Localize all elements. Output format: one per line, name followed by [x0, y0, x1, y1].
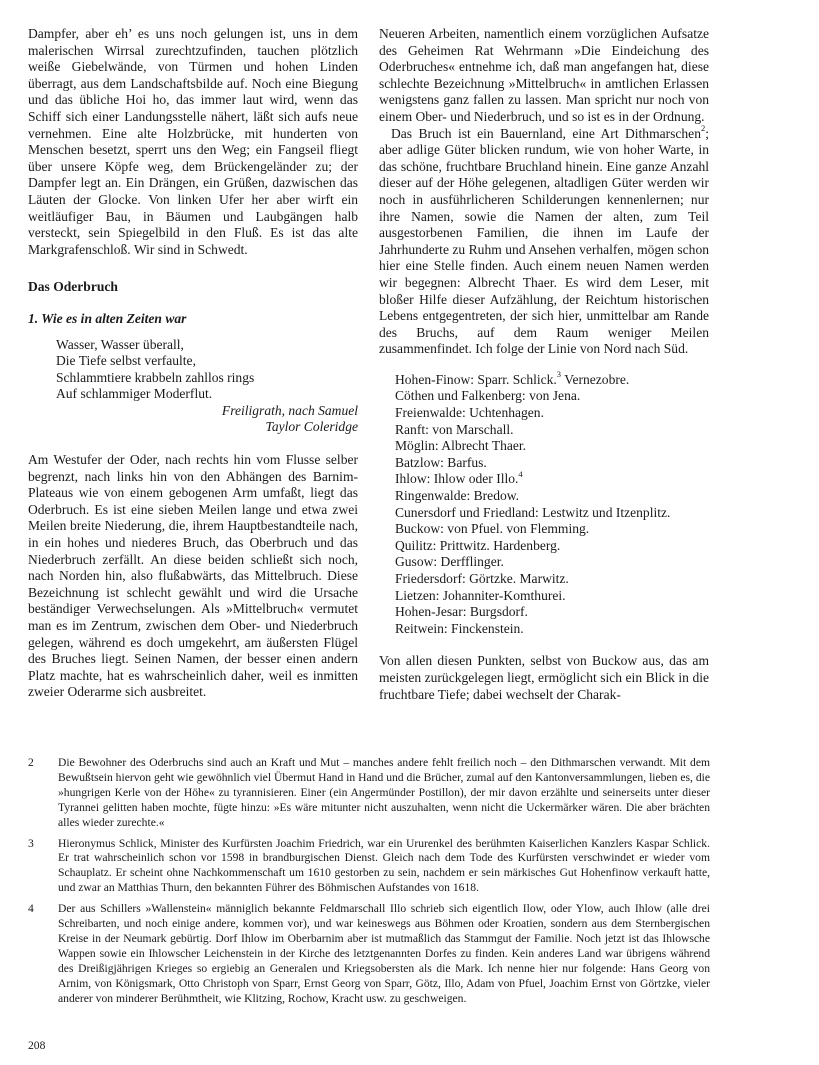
right-column [379, 26, 709, 703]
body-paragraph: Dampfer, aber eh’ es uns noch gelungen ist, uns in dem malerischen Wirrsal zurechtzufinden, tauchen plötzlich weiße Giebelwände, von Türmen und hohen Linden überragt, aus dem Landschaftsbilde auf. Noch eine Biegung und das übliche Hoi ho, das immer laut wird, wenn das Schiff sich einer Landungsstelle nähert, läßt sich aufs neue vernehmen. Eine alte Holzbrücke, mit hunderten von Menschen besetzt, sperrt uns den Weg; ein Fangseil fliegt über unsere Köpfe weg, dem Brückengeländer zu; der Dampfer legt an. Ein Drängen, ein Grüßen, dazwischen das Läuten der Glocke. Von linken Ufer her aber wirft ein weitläufiger Bau, in Bäumen und Laubgängen halb versteckt, sein Spiegelbild in den Fluß. Es ist das alte Markgrafenschloß. Wir sind in Schwedt. [28, 26, 358, 257]
estate-item: Quilitz: Prittwitz. Hardenberg. [395, 537, 561, 553]
footnote-reference[interactable]: 3 [556, 369, 562, 380]
footnote-number: 4 [28, 902, 34, 916]
footnote-reference[interactable]: 4 [518, 468, 523, 479]
estate-item [395, 369, 709, 389]
left-column [28, 26, 358, 701]
estate-item: Ranft: von Marschall. [395, 421, 514, 437]
footnotes [28, 756, 710, 1013]
poem-line: Schlammtiere krabbeln zahllos rings [56, 369, 255, 385]
estate-item: Buckow: von Pfuel. von Flemming. [395, 521, 590, 537]
estate-item: Friedersdorf: Görtzke. Marwitz. [395, 571, 569, 586]
poem-line: Die Tiefe selbst verfaulte, [56, 353, 196, 369]
estate-item: Lietzen: Johanniter-Komthurei. [395, 587, 566, 603]
body-paragraph [379, 123, 709, 358]
footnote-number: 2 [28, 756, 34, 769]
section-heading: Das Oderbruch [28, 279, 118, 295]
estate-item: Ringenwalde: Bredow. [395, 488, 520, 504]
estate-item [395, 468, 709, 488]
body-paragraph: Am Westufer der Oder, nach rechts hin vom Flusse selber begrenzt, nach links hin von den Abhängen des Barnim-Plateaus wie von einem gebogenen Arm umfaßt, liegt das Oderbruch. Es ist eine sieben Meilen lange und etwa zwei Meilen breite Niederung, die, ihrem Hauptbestandteile nach, in ein hohes und niederes Bruch, das Oberbruch und das Niederbruch zerfällt. An diese beiden schließt sich noch, nach Norden hin, also flußabwärts, das Mittelbruch. Diese Bezeichnung ist schlecht gewählt und wird die Ursache beständiger Verwechselungen. Als »Mittelbruch« vermutet man es im Zentrum, zwischen dem Ober- und Niederbruch gelegen, während es doch umgekehrt, am äußersten Flügel des Bruches liegt. Seinen Namen, der besser einen andern Platz machte, hat es wahrscheinlich daher, weil es inmitten zweier Oderarme sich ausbreitet. [28, 452, 358, 700]
footnote [28, 902, 710, 1006]
estate-item: Cunersdorf und Friedland: Lestwitz und Itzenplitz. [395, 504, 671, 520]
section-subheading: 1. Wie es in alten Zeiten war [28, 310, 187, 326]
footnote [28, 756, 710, 831]
footnote-text: Hieronymus Schlick, Minister des Kurfürsten Joachim Friedrich, war ein Ururenkel des berühmten Kaiserlichen Kanzlers Kaspar Schlick. Er trat wahrscheinlich schon vor 1598 in brandburgischen Dienst. Gleich nach dem Tode des Kurfürsten verschwindet er wieder vom Schauplatz. Er scheint ohne Nachkommenschaft um 1610 gestorben zu sein, nachdem er sein märkisches Gut Hohenfinow verkauft hatte, und zwar an Matthias Thurn, den bekannten Führer des Böhmischen Aufstandes von 1618. [58, 836, 710, 895]
footnote-number: 3 [28, 836, 34, 850]
estate-item: Cöthen und Falkenberg: von Jena. [395, 388, 581, 404]
estate-text: Hohen-Finow: Sparr. Schlick. [395, 371, 557, 387]
epigraph-attribution: Freiligrath, nach Samuel [221, 402, 358, 418]
footnote-text: Der aus Schillers »Wallenstein« männiglich bekannte Feldmarschall Illo schrieb sich eigentlich Ilow, oder Ylow, auch Ihlow (alle drei Schreibarten, und noch einige andere, kommen vor), und war keineswegs aus Böhmen oder Kroatien, sondern aus dem Sternbergischen Kreise in der Neumark gebürtig. Dorf Ihlow im Oberbarnim aber ist mutmaßlich das Stammgut der Familie. Noch jetzt ist das Ihlowsche Wappen sowie ein Ihlowscher Leichenstein in der Kirche des letztgenannten Dorfes zu finden. Kein anderes Land war übrigens während des Dreißigjährigen Krieges so ergiebig an Generalen und Kriegsobersten als die Mark. Ich nenne hier nur folgende: Hans Georg von Arnim, von Königsmark, Otto Christoph von Sparr, Ernst Georg von Sparr, Götz, Illo, Adam von Pfuel, Joachim Ernst von Görtzke, vieler anderer von minderer Berühmtheit, wie Klitzing, Rochow, Kracht usw. zu geschweigen. [58, 902, 710, 1005]
estate-item: Freienwalde: Uchtenhagen. [395, 405, 544, 421]
estate-item: Reitwein: Finckenstein. [395, 620, 524, 636]
estate-item: Batzlow: Barfus. [395, 454, 487, 470]
estate-list [395, 369, 709, 638]
footnote-text: Die Bewohner des Oderbruchs sind auch an Kraft und Mut – manches andere fehlt freilich noch – den Dithmarschen verwandt. Mit dem Bewußtsein hiervon geht wie gewöhnlich viel Übermut Hand in Hand und die Brücher, zumal auf den Kantonversammlungen, lieben es, die »hungrigen Kerle von der Höhe« zu tyrannisieren. Einer (ein Angermünder Postillon), der mir davon erzählte und seinerseits unter dieser Tyrannei gelitten haben mochte, fügte hinzu: »Es wäre mitunter nicht auszuhalten, wenn nicht die Uckermärker wären. Die aber brächten alles wieder zurechte.« [58, 756, 710, 829]
estate-item: Hohen-Jesar: Burgsdorf. [395, 604, 528, 620]
paragraph-text: ; aber adlige Güter blicken rundum, wie von hoher Warte, in das schöne, fruchtbare Bruchland hinein. Eine ganze Anzahl dieser auf der Höhe gelegenen, altadligen Güter werden wir noch in ausführlicheren Schilderungen kennenlernen; nur ihre Namen, sowie die Namen der alten, zum Teil ausgestorbenen Familien, die ihnen im Laufe der Jahrhunderte zu Ruhm und Ansehen verhalfen, mögen schon hier eine Stelle finden. Auch einem neuen Namen werden wir begegnen: Albrecht Thaer. Es wird dem Leser, mit bloßer Hilfe dieser Aufzählung, der Reichtum historischen Lebens entgegentreten, der sich hier, unmittelbar am Rande des Bruchs, auf dem Raum weniger Meilen zusammenfindet. Ich folge der Linie von Nord nach Süd. [379, 125, 709, 357]
body-paragraph: Von allen diesen Punkten, selbst von Buckow aus, das am meisten zurückgelegen liegt, ermöglicht sich ein Blick in die fruchtbare Tiefe; dabei wechselt der Charak- [379, 653, 709, 702]
body-paragraph: Neueren Arbeiten, namentlich einem vorzüglichen Aufsatze des Geheimen Rat Wehrmann »Die Eindeichung des Oderbruches« entnehme ich, daß man angefangen hat, diese schlechte Bezeichnung »Mittelbruch« in amtlichen Erlassen wenigstens ganz fallen zu lassen. Man spricht nur noch von einem Ober- und Niederbruch, und so ist es in der Ordnung. [379, 26, 709, 124]
footnote [28, 837, 710, 897]
epigraph-attribution: Taylor Coleridge [265, 419, 358, 435]
poem-line: Wasser, Wasser überall, [56, 336, 184, 352]
footnote-reference[interactable]: 2 [700, 123, 706, 134]
estate-text: Vernezobre. [561, 371, 630, 387]
epigraph-poem [56, 337, 358, 437]
page-number: 208 [28, 1039, 46, 1052]
estate-item: Möglin: Albrecht Thaer. [395, 438, 527, 454]
poem-line: Auf schlammiger Moderflut. [56, 386, 213, 402]
estate-item: Gusow: Derfflinger. [395, 554, 504, 570]
estate-text: Ihlow: Ihlow oder Illo. [395, 471, 519, 487]
paragraph-text: Das Bruch ist ein Bauernland, eine Art Dithmarschen [391, 125, 701, 141]
